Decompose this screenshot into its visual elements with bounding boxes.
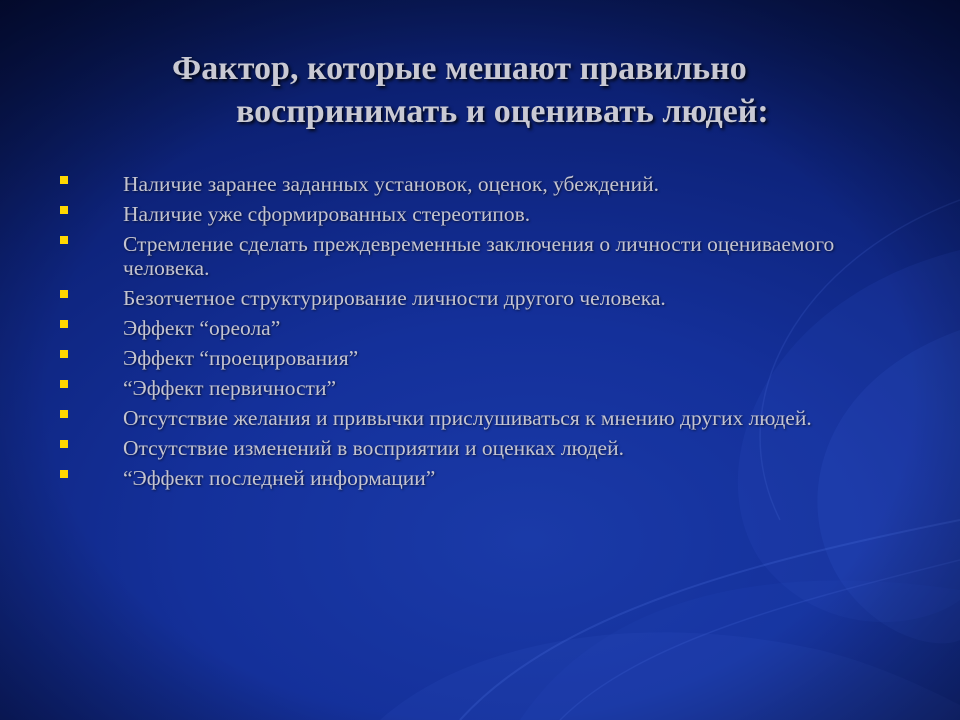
bullet-text: Стремление сделать преждевременные заключения о личности оцениваемого человека.: [123, 232, 835, 280]
square-bullet-icon: [60, 176, 68, 184]
square-bullet-icon: [60, 290, 68, 298]
bullet-item: [0, 232, 960, 280]
bullet-text: Отсутствие изменений в восприятии и оценках людей.: [123, 436, 624, 460]
bullet-text: “Эффект последней информации”: [123, 466, 436, 490]
bullet-text: Эффект “проецирования”: [123, 346, 359, 370]
square-bullet-icon: [60, 470, 68, 478]
bullet-text: Отсутствие желания и привычки прислушиваться к мнению других людей.: [123, 406, 812, 430]
bullet-item: [0, 376, 960, 400]
square-bullet-icon: [60, 440, 68, 448]
bullet-list: [0, 172, 960, 496]
slide-title-line-1: Фактор, которые мешают правильно: [172, 50, 747, 87]
bullet-text: “Эффект первичности”: [123, 376, 336, 400]
bullet-item: [0, 286, 960, 310]
bullet-text: Наличие уже сформированных стереотипов.: [123, 202, 531, 226]
bullet-text: Безотчетное структурирование личности другого человека.: [123, 286, 666, 310]
square-bullet-icon: [60, 350, 68, 358]
bullet-item: [0, 202, 960, 226]
square-bullet-icon: [60, 236, 68, 244]
square-bullet-icon: [60, 410, 68, 418]
square-bullet-icon: [60, 320, 68, 328]
square-bullet-icon: [60, 206, 68, 214]
bullet-item: [0, 316, 960, 340]
bullet-item: [0, 436, 960, 460]
square-bullet-icon: [60, 380, 68, 388]
bullet-item: [0, 466, 960, 490]
bullet-item: [0, 406, 960, 430]
bullet-item: [0, 172, 960, 196]
bullet-text: Наличие заранее заданных установок, оценок, убеждений.: [123, 172, 659, 196]
slide-title: [0, 48, 960, 133]
slide-title-line-2: воспринимать и оценивать людей:: [236, 93, 769, 130]
bullet-item: [0, 346, 960, 370]
bullet-text: Эффект “ореола”: [123, 316, 281, 340]
